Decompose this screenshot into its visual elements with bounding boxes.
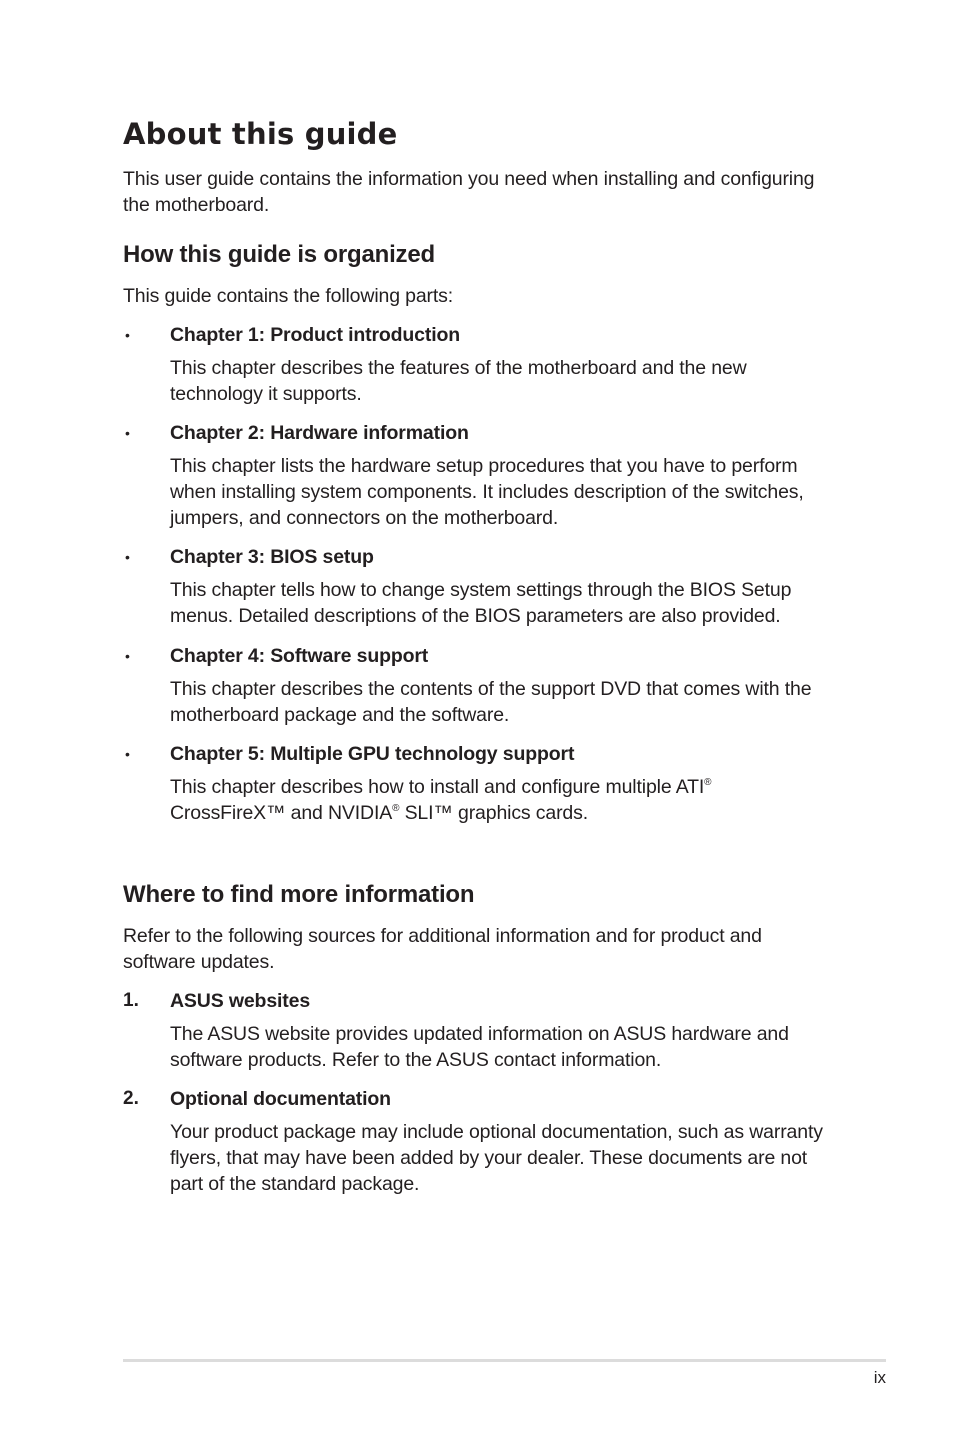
- organized-lead: This guide contains the following parts:: [123, 285, 454, 307]
- bullet-marker: •: [125, 425, 130, 441]
- page-title: About this guide: [123, 117, 398, 151]
- source-title: Optional documentation: [170, 1088, 391, 1110]
- chapter-description: This chapter describes the features of the motherboard and the new technology it supports.: [170, 357, 747, 406]
- chapter-title: Chapter 5: Multiple GPU technology support: [170, 743, 575, 765]
- more-info-lead: Refer to the following sources for additional information and for product and software updates.: [123, 925, 762, 974]
- chapter-description: This chapter describes the contents of the support DVD that comes with the motherboard package and the software.: [170, 678, 812, 727]
- bullet-marker: •: [125, 549, 130, 565]
- page-number: ix: [873, 1368, 886, 1387]
- source-description: Your product package may include optional documentation, such as warranty flyers, that may have been added by your dealer. These documents are not part of the standard package.: [170, 1121, 823, 1196]
- chapter-description: [170, 774, 842, 826]
- bullet-marker: •: [125, 327, 130, 343]
- intro-paragraph: This user guide contains the information you need when installing and configuring the motherboard.: [123, 168, 815, 217]
- source-description: The ASUS website provides updated information on ASUS hardware and software products. Refer to the ASUS contact information.: [170, 1023, 789, 1072]
- chapter-title: Chapter 1: Product introduction: [170, 324, 461, 346]
- chapter-description-text: SLI™ graphics cards.: [399, 802, 588, 825]
- chapter-title: Chapter 4: Software support: [170, 645, 429, 667]
- section-heading-more-info: Where to find more information: [123, 881, 475, 908]
- chapter-title: Chapter 3: BIOS setup: [170, 546, 374, 568]
- bullet-marker: •: [125, 746, 130, 762]
- source-number: 1.: [123, 990, 139, 1011]
- source-title: ASUS websites: [170, 990, 311, 1012]
- registered-mark: ®: [392, 803, 400, 815]
- bullet-marker: •: [125, 648, 130, 664]
- chapter-description-text: CrossFireX™ and NVIDIA: [170, 802, 393, 825]
- chapter-title: Chapter 2: Hardware information: [170, 422, 469, 444]
- source-number: 2.: [123, 1088, 139, 1109]
- chapter-description-text: This chapter describes how to install and configure multiple ATI: [170, 776, 705, 798]
- chapter-description: This chapter tells how to change system settings through the BIOS Setup menus. Detailed descriptions of the BIOS parameters are also provided.: [170, 579, 792, 628]
- section-heading-organized: How this guide is organized: [123, 241, 435, 268]
- chapter-description: This chapter lists the hardware setup procedures that you have to perform when installing system components. It includes description of the switches, jumpers, and connectors on the motherboard.: [170, 455, 804, 530]
- registered-mark: ®: [704, 777, 712, 788]
- footer-divider: [123, 1359, 886, 1362]
